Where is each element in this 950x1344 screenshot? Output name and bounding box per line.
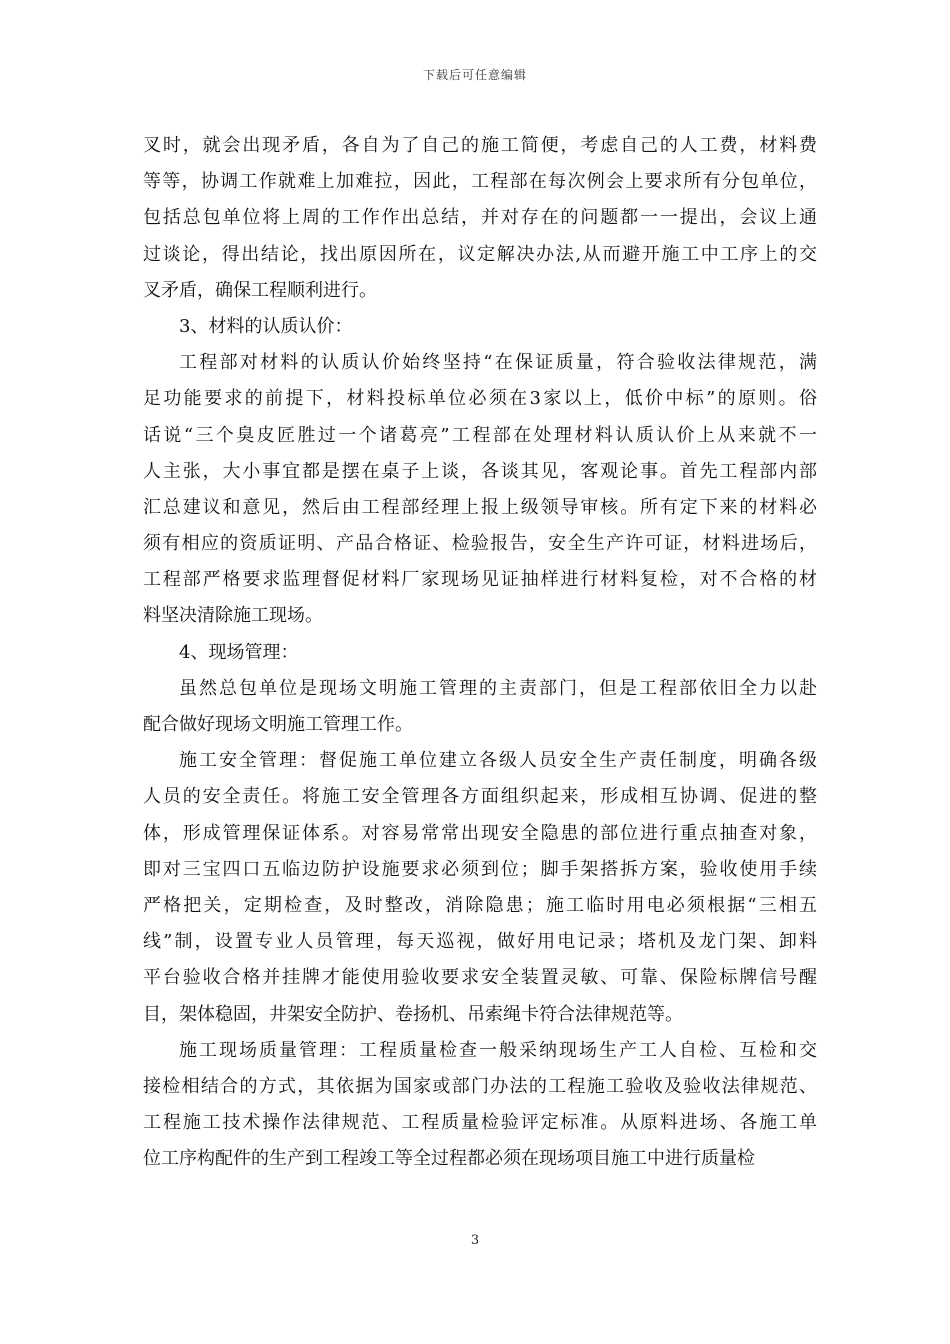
text-line: 平台验收合格并挂牌才能使用验收要求安全装置灵敏、可靠、保险标牌信号醒 xyxy=(143,967,817,989)
text-line: 工程部严格要求监理督促材料厂家现场见证抽样进行材料复检，对不合格的材 xyxy=(143,569,817,591)
paragraph xyxy=(143,671,817,743)
text-line: 施工现场质量管理：工程质量检查一般采纳现场生产工人自检、互检和交 xyxy=(179,1039,817,1061)
page-header: 下载后可任意编辑 xyxy=(422,68,527,82)
text-line: 工程施工技术操作法律规范、工程质量检验评定标准。从原料进场、各施工单 xyxy=(143,1112,817,1134)
text-line: 足功能要求的前提下，材料投标单位必须在3家以上，低价中标”的原则。俗 xyxy=(143,388,817,410)
section-heading xyxy=(143,635,817,671)
text-line: 工程部对材料的认质认价始终坚持“在保证质量，符合验收法律规范，满 xyxy=(179,352,817,374)
text-line: 汇总建议和意见，然后由工程部经理上报上级领导审核。所有定下来的材料必 xyxy=(143,496,817,518)
paragraph xyxy=(143,743,817,1033)
text-line: 叉时，就会出现矛盾，各自为了自己的施工简便，考虑自己的人工费，材料费 xyxy=(143,135,817,156)
text-line: 位工序构配件的生产到工程竣工等全过程都必须在现场项目施工中进行质量检 xyxy=(143,1148,755,1170)
text-line: 配合做好现场文明施工管理工作。 xyxy=(143,714,413,735)
text-line: 严格把关，定期检查，及时整改，消除隐患；施工临时用电必须根据“三相五 xyxy=(143,894,817,916)
text-line: 3、材料的认质认价： xyxy=(179,315,353,337)
text-line: 线”制，设置专业人员管理，每天巡视，做好用电记录；塔机及龙门架、卸料 xyxy=(143,931,817,953)
text-line: 即对三宝四口五临边防护设施要求必须到位；脚手架搭拆方案，验收使用手续 xyxy=(143,858,817,880)
text-line: 虽然总包单位是现场文明施工管理的主责部门，但是工程部依旧全力以赴 xyxy=(179,677,817,699)
paragraph xyxy=(143,1033,817,1178)
document-body xyxy=(143,128,817,1177)
text-line: 人主张，大小事宜都是摆在桌子上谈，各谈其见，客观论事。首先工程部内部 xyxy=(143,460,817,482)
text-line: 话说“三个臭皮匠胜过一个诸葛亮”工程部在处理材料认质认价上从来就不一 xyxy=(143,424,817,446)
text-line: 包括总包单位将上周的工作作出总结，并对存在的问题都一一提出，会议上通 xyxy=(143,207,817,229)
text-line: 接检相结合的方式，其依据为国家或部门办法的工程施工验收及验收法律规范、 xyxy=(143,1075,817,1097)
text-line: 料坚决清除施工现场。 xyxy=(143,605,323,627)
text-line: 须有相应的资质证明、产品合格证、检验报告，安全生产许可证，材料进场后， xyxy=(143,533,817,555)
section-heading xyxy=(143,309,817,345)
paragraph xyxy=(143,345,817,635)
text-line: 人员的安全责任。将施工安全管理各方面组织起来，形成相互协调、促进的整 xyxy=(143,786,817,808)
text-line: 4、现场管理： xyxy=(179,641,299,663)
paragraph xyxy=(143,128,817,309)
text-line: 过谈论，得出结论，找出原因所在，议定解决办法,从而避开施工中工序上的交 xyxy=(143,243,817,265)
text-line: 施工安全管理：督促施工单位建立各级人员安全生产责任制度，明确各级 xyxy=(179,750,817,772)
page-number: 3 xyxy=(470,1233,480,1248)
text-line: 体，形成管理保证体系。对容易常常出现安全隐患的部位进行重点抽查对象， xyxy=(143,822,817,844)
text-line: 目，架体稳固，井架安全防护、卷扬机、吊索绳卡符合法律规范等。 xyxy=(143,1003,683,1025)
text-line: 叉矛盾，确保工程顺利进行。 xyxy=(143,279,377,301)
text-line: 等等，协调工作就难上加难拉，因此，工程部在每次例会上要求所有分包单位， xyxy=(143,171,817,193)
